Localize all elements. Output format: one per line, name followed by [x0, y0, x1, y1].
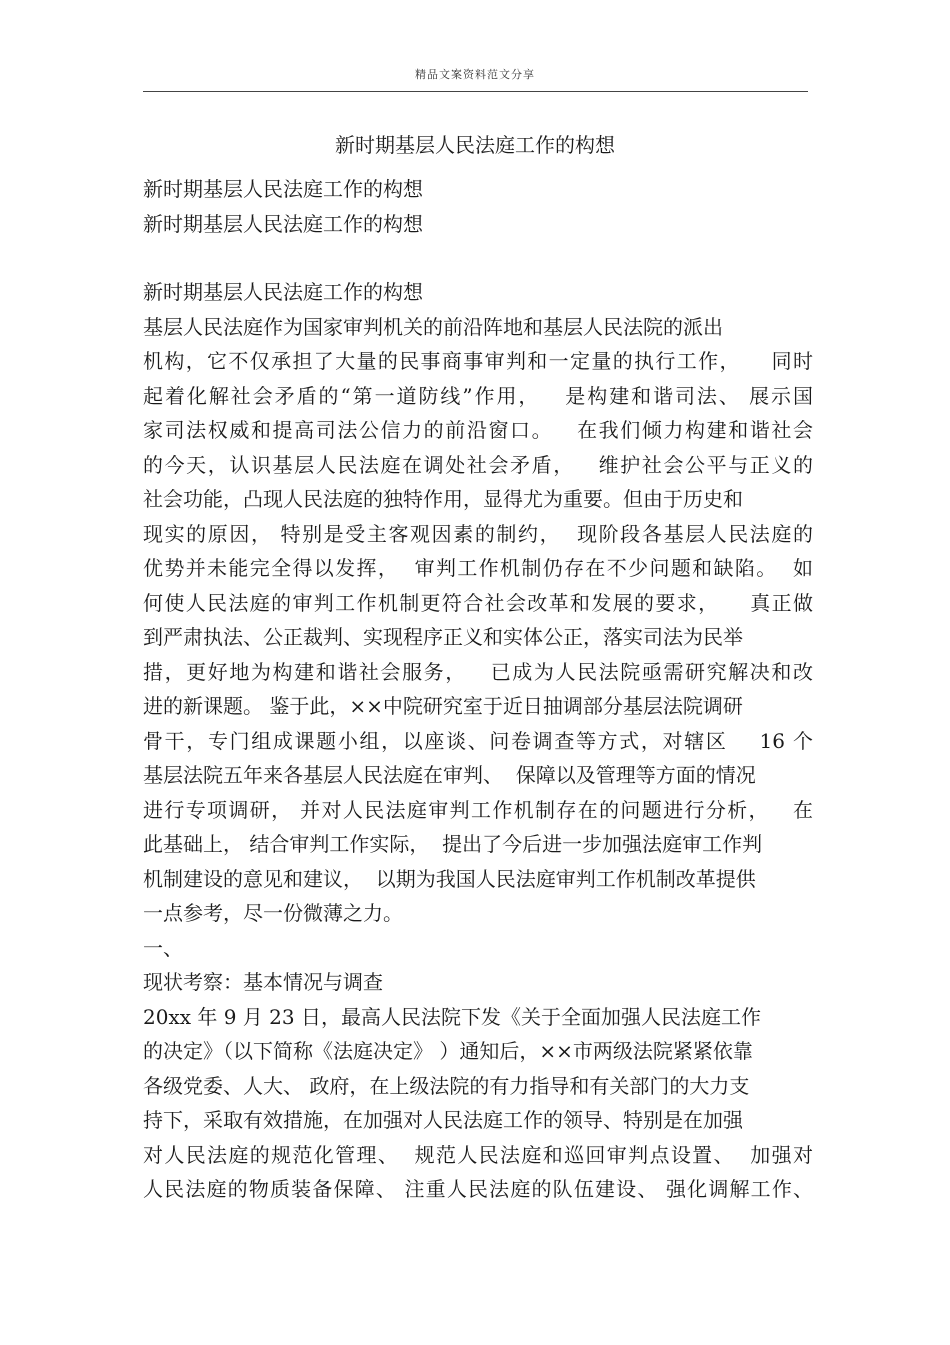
text-line: 家司法权威和提高司法公信力的前沿窗口。 在我们倾力构建和谐社会 — [143, 418, 813, 442]
text-line: 优势并未能完全得以发挥， 审判工作机制仍存在不少问题和缺陷。 如 — [143, 556, 813, 580]
text-line: 社会功能，凸现人民法庭的独特作用，显得尤为重要。但由于历史和 — [143, 487, 743, 511]
text-line: 进行专项调研， 并对人民法庭审判工作机制存在的问题进行分析， 在 — [143, 797, 813, 822]
text-line: 的今天，认识基层人民法庭在调处社会矛盾， 维护社会公平与正义的 — [143, 452, 813, 477]
text-line: 措，更好地为构建和谐社会服务， 已成为人民法院亟需研究解决和改 — [143, 659, 813, 684]
text-line: 一、 — [143, 935, 183, 960]
text-line: 何使人民法庭的审判工作机制更符合社会改革和发展的要求， 真正做 — [143, 590, 813, 615]
text-line: 新时期基层人民法庭工作的构想 — [143, 177, 423, 201]
text-line: 新时期基层人民法庭工作的构想 — [143, 211, 423, 236]
text-line: 骨干，专门组成课题小组，以座谈、问卷调查等方式，对辖区 16 个 — [143, 728, 813, 753]
page-header: 精品文案资料范文分享 — [415, 68, 535, 81]
document-title: 新时期基层人民法庭工作的构想 — [335, 133, 615, 157]
text-line: 20xx 年 9 月 23 日，最高人民法院下发《关于全面加强人民法庭工作 — [143, 1004, 761, 1029]
text-line: 各级党委、人大、 政府，在上级法院的有力指导和有关部门的大力支 — [143, 1073, 750, 1098]
text-line: 此基础上， 结合审判工作实际， 提出了今后进一步加强法庭审工作判 — [143, 832, 763, 856]
text-line: 到严肃执法、公正裁判、实现程序正义和实体公正，落实司法为民举 — [143, 625, 743, 649]
text-line: 新时期基层人民法庭工作的构想 — [143, 280, 423, 304]
text-line: 机制建设的意见和建议， 以期为我国人民法庭审判工作机制改革提供 — [143, 866, 756, 891]
text-line: 对人民法庭的规范化管理、 规范人民法庭和巡回审判点设置、 加强对 — [143, 1142, 813, 1167]
text-line: 现实的原因， 特别是受主客观因素的制约， 现阶段各基层人民法庭的 — [143, 521, 813, 546]
text-line: 机构，它不仅承担了大量的民事商事审判和一定量的执行工作， 同时 — [143, 349, 813, 373]
text-line: 人民法庭的物质装备保障、 注重人民法庭的队伍建设、 强化调解工作、 — [143, 1177, 813, 1201]
document-body — [143, 172, 813, 1207]
text-line: 基层人民法庭作为国家审判机关的前沿阵地和基层人民法院的派出 — [143, 314, 723, 339]
text-line: 基层法院五年来各基层人民法庭在审判、 保障以及管理等方面的情况 — [143, 763, 756, 787]
text-line: 进的新课题。 鉴于此，××中院研究室于近日抽调部分基层法院调研 — [143, 694, 743, 718]
text-line: 现状考察：基本情况与调查 — [143, 970, 383, 994]
header-rule — [143, 91, 808, 92]
text-line — [143, 241, 813, 275]
text-line: 起着化解社会矛盾的“第一道防线”作用， 是构建和谐司法、 展示国 — [143, 383, 813, 408]
text-line: 的决定》（以下简称《法庭决定》 ）通知后，××市两级法院紧紧依靠 — [143, 1039, 753, 1063]
text-line: 持下，采取有效措施，在加强对人民法庭工作的领导、特别是在加强 — [143, 1108, 743, 1132]
text-line: 一点参考，尽一份微薄之力。 — [143, 901, 403, 925]
